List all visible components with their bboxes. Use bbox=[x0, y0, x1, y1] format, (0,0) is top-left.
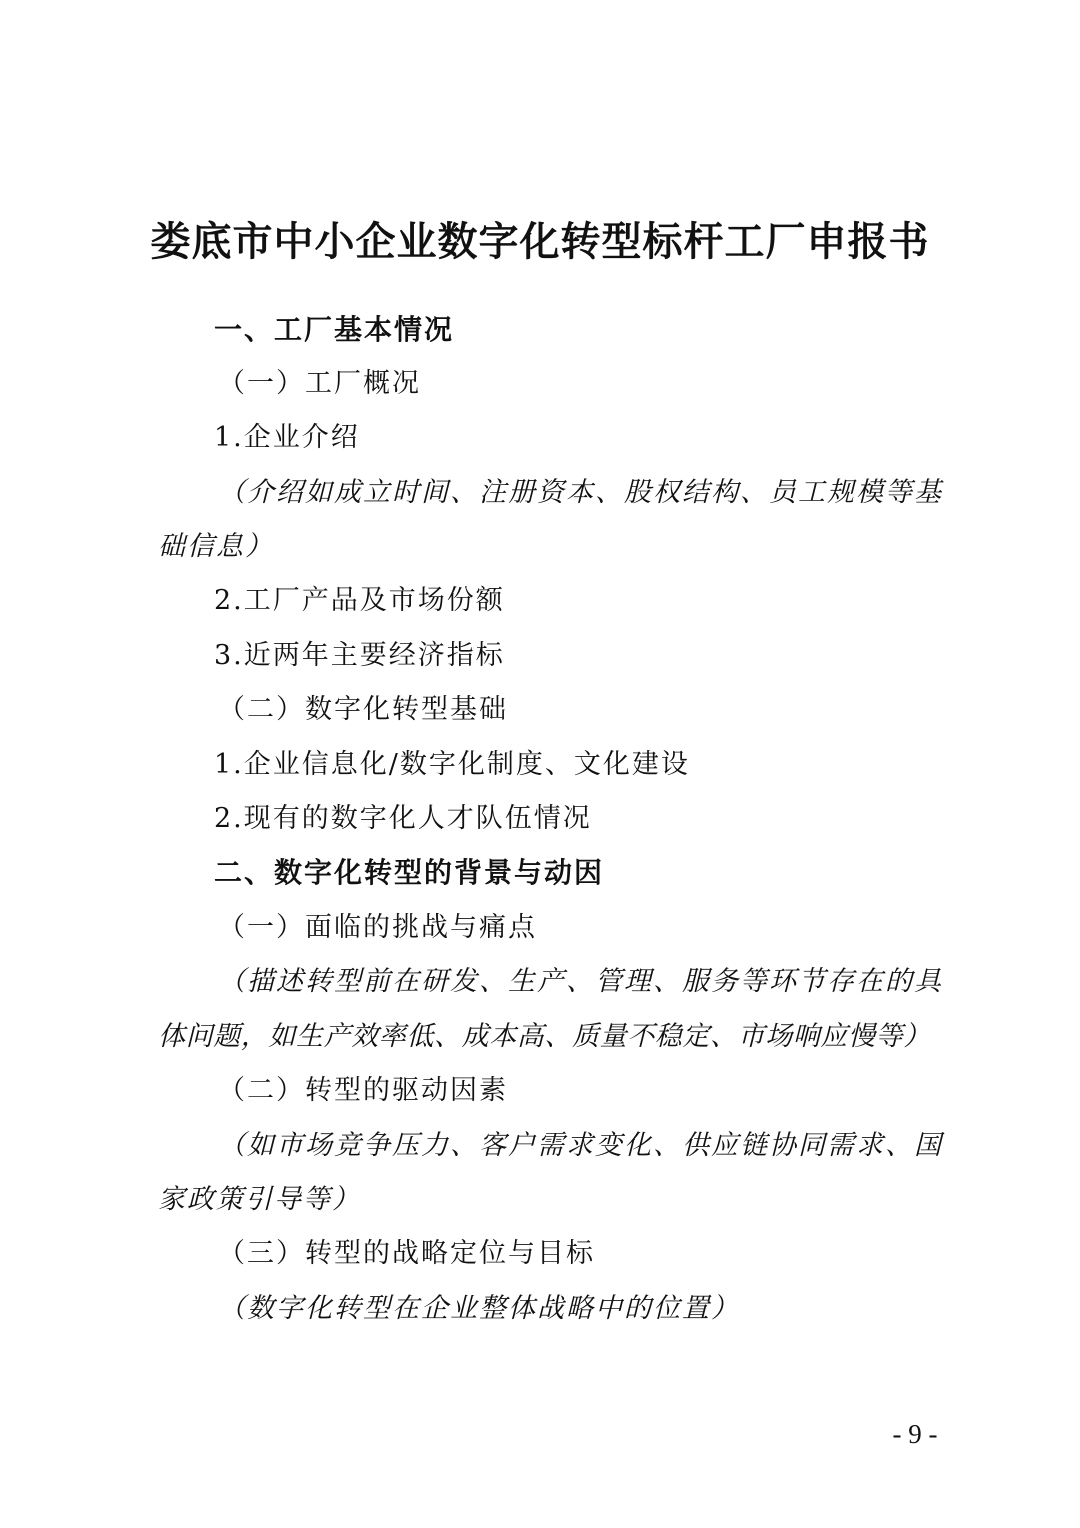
subsection-heading-1-2: （二）数字化转型基础 bbox=[218, 694, 508, 725]
section-heading-1: 一、工厂基本情况 bbox=[214, 313, 455, 346]
note-line: （介绍如成立时间、注册资本、股权结构、员工规模等基 bbox=[218, 477, 943, 508]
section-heading-2: 二、数字化转型的背景与动因 bbox=[214, 856, 605, 889]
note-line-continued: 体问题，如生产效率低、成本高、质量不稳定、市场响应慢等） bbox=[158, 1021, 931, 1052]
item-1-2-1: 1.企业信息化/数字化制度、文化建设 bbox=[214, 749, 690, 780]
note-line: （描述转型前在研发、生产、管理、服务等环节存在的具 bbox=[218, 966, 943, 997]
subsection-heading-2-2: （二）转型的驱动因素 bbox=[218, 1075, 508, 1106]
note-line: （数字化转型在企业整体战略中的位置） bbox=[218, 1293, 740, 1324]
item-1-1-3: 3.近两年主要经济指标 bbox=[214, 640, 505, 671]
note-line-continued: 础信息） bbox=[158, 531, 274, 562]
subsection-heading-1-1: （一）工厂概况 bbox=[218, 368, 421, 399]
subsection-heading-2-3: （三）转型的战略定位与目标 bbox=[218, 1238, 595, 1269]
item-1-1-2: 2.工厂产品及市场份额 bbox=[214, 585, 505, 616]
item-1-2-2: 2.现有的数字化人才队伍情况 bbox=[214, 803, 592, 834]
page-number: - 9 - bbox=[892, 1419, 938, 1449]
subsection-heading-2-1: （一）面临的挑战与痛点 bbox=[218, 912, 537, 943]
note-line-continued: 家政策引导等） bbox=[158, 1184, 361, 1215]
document-title: 娄底市中小企业数字化转型标杆工厂申报书 bbox=[150, 219, 930, 265]
note-line: （如市场竞争压力、客户需求变化、供应链协同需求、国 bbox=[218, 1130, 943, 1161]
item-1-1-1: 1.企业介绍 bbox=[214, 422, 360, 453]
